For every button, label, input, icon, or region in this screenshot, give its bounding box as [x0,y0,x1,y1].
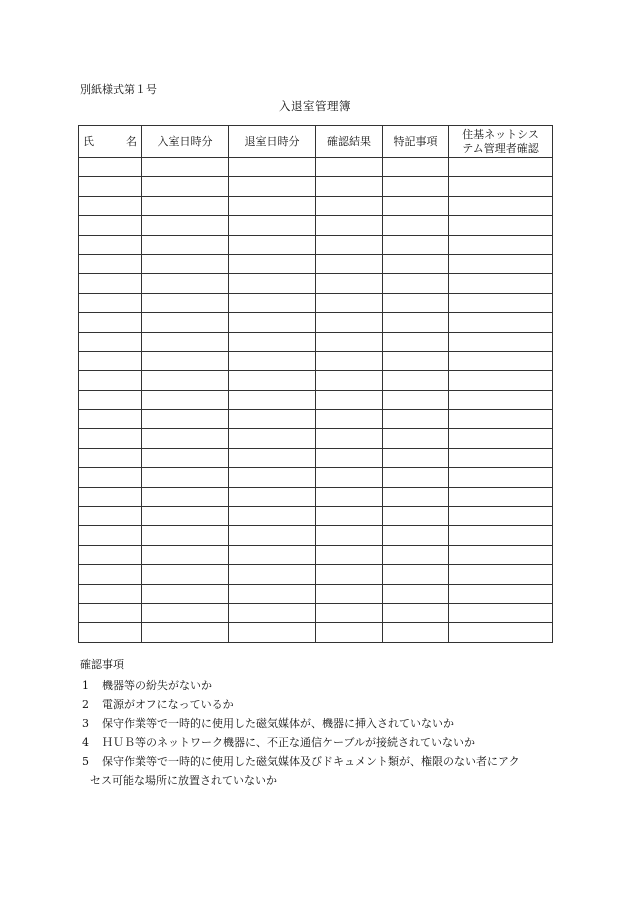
cell-remarks [383,177,449,196]
table-row [79,526,553,545]
list-item-text: ＨＵＢ等のネットワーク機器に、不正な通信ケーブルが接続されていないか [102,736,476,749]
cell-admin-confirm [449,507,553,526]
cell-entry-time [142,507,229,526]
cell-name [79,216,142,235]
cell-admin-confirm [449,487,553,506]
cell-exit-time [229,545,316,564]
cell-admin-confirm [449,526,553,545]
cell-remarks [383,274,449,293]
cell-entry-time [142,526,229,545]
table-row [79,429,553,448]
table-row [79,487,553,506]
cell-remarks [383,623,449,642]
table-row [79,293,553,312]
list-item-number: 4 [82,736,89,749]
cell-admin-confirm [449,351,553,370]
cell-check-result [316,623,383,642]
cell-name [79,313,142,332]
cell-admin-confirm [449,448,553,467]
cell-check-result [316,274,383,293]
cell-check-result [316,603,383,622]
cell-entry-time [142,371,229,390]
cell-entry-time [142,410,229,429]
column-header-name-part2: 名 [126,134,137,148]
cell-exit-time [229,235,316,254]
cell-check-result [316,390,383,409]
cell-name [79,487,142,506]
list-item-text: 電源がオフになっているか [102,698,234,711]
cell-check-result [316,429,383,448]
cell-exit-time [229,526,316,545]
cell-exit-time [229,603,316,622]
cell-name [79,468,142,487]
table-row [79,603,553,622]
cell-remarks [383,487,449,506]
cell-name [79,351,142,370]
table-body [79,158,553,643]
table-row [79,216,553,235]
cell-exit-time [229,371,316,390]
cell-entry-time [142,565,229,584]
cell-remarks [383,351,449,370]
cell-remarks [383,390,449,409]
cell-name [79,584,142,603]
list-item-text-continued: セス可能な場所に放置されていないか [90,774,277,787]
cell-check-result [316,468,383,487]
list-item [80,695,560,714]
cell-admin-confirm [449,235,553,254]
cell-exit-time [229,410,316,429]
form-number: 別紙様式第１号 [80,83,157,96]
cell-check-result [316,254,383,273]
cell-remarks [383,448,449,467]
list-item-number: 5 [82,755,89,768]
column-header-remarks: 特記事項 [383,126,449,158]
cell-entry-time [142,177,229,196]
cell-exit-time [229,623,316,642]
table-row [79,410,553,429]
table-row [79,158,553,177]
table-row [79,235,553,254]
cell-exit-time [229,390,316,409]
cell-check-result [316,526,383,545]
cell-name [79,158,142,177]
list-item [80,752,560,790]
list-item-text: 保守作業等で一時的に使用した磁気媒体が、機器に挿入されていないか [102,717,454,730]
cell-exit-time [229,351,316,370]
cell-name [79,332,142,351]
cell-name [79,448,142,467]
column-header-name [79,126,142,158]
cell-exit-time [229,274,316,293]
cell-entry-time [142,545,229,564]
table-row [79,351,553,370]
cell-admin-confirm [449,584,553,603]
cell-check-result [316,313,383,332]
cell-admin-confirm [449,603,553,622]
cell-exit-time [229,584,316,603]
cell-admin-confirm [449,177,553,196]
cell-check-result [316,565,383,584]
column-header-entry-time: 入室日時分 [142,126,229,158]
page-title: 入退室管理簿 [279,99,351,113]
cell-admin-confirm [449,158,553,177]
column-header-admin-confirm-line2: テム管理者確認 [462,141,539,155]
cell-name [79,196,142,215]
cell-admin-confirm [449,254,553,273]
list-item-number: 1 [82,679,89,692]
cell-exit-time [229,254,316,273]
cell-exit-time [229,429,316,448]
table-row [79,196,553,215]
cell-remarks [383,410,449,429]
cell-check-result [316,545,383,564]
cell-remarks [383,216,449,235]
cell-admin-confirm [449,410,553,429]
cell-remarks [383,332,449,351]
cell-name [79,274,142,293]
cell-exit-time [229,293,316,312]
cell-check-result [316,487,383,506]
cell-remarks [383,293,449,312]
cell-name [79,545,142,564]
cell-entry-time [142,313,229,332]
cell-remarks [383,584,449,603]
cell-name [79,410,142,429]
cell-exit-time [229,313,316,332]
cell-admin-confirm [449,468,553,487]
cell-entry-time [142,351,229,370]
column-header-check-result: 確認結果 [316,126,383,158]
cell-remarks [383,235,449,254]
cell-admin-confirm [449,293,553,312]
table-row [79,584,553,603]
cell-remarks [383,545,449,564]
cell-admin-confirm [449,565,553,584]
cell-exit-time [229,507,316,526]
table-row [79,448,553,467]
table-row [79,507,553,526]
cell-exit-time [229,468,316,487]
table-row [79,623,553,642]
cell-remarks [383,468,449,487]
cell-check-result [316,177,383,196]
table-row [79,332,553,351]
column-header-name-part1: 氏 [83,134,94,148]
cell-remarks [383,429,449,448]
cell-name [79,565,142,584]
cell-remarks [383,254,449,273]
cell-exit-time [229,332,316,351]
cell-exit-time [229,158,316,177]
cell-check-result [316,584,383,603]
cell-remarks [383,196,449,215]
table-row [79,390,553,409]
cell-entry-time [142,274,229,293]
cell-check-result [316,332,383,351]
cell-admin-confirm [449,332,553,351]
cell-exit-time [229,565,316,584]
notes-list [80,676,560,790]
list-item [80,733,560,752]
cell-exit-time [229,177,316,196]
cell-check-result [316,448,383,467]
cell-admin-confirm [449,313,553,332]
cell-entry-time [142,390,229,409]
table-header-row [79,126,553,158]
cell-remarks [383,371,449,390]
cell-entry-time [142,623,229,642]
cell-name [79,429,142,448]
cell-check-result [316,216,383,235]
cell-check-result [316,351,383,370]
list-item [80,676,560,695]
list-item [80,714,560,733]
cell-exit-time [229,487,316,506]
cell-entry-time [142,584,229,603]
table-row [79,371,553,390]
cell-admin-confirm [449,274,553,293]
cell-entry-time [142,216,229,235]
cell-exit-time [229,196,316,215]
cell-exit-time [229,216,316,235]
cell-check-result [316,293,383,312]
list-item-number: 2 [82,698,89,711]
cell-admin-confirm [449,196,553,215]
cell-entry-time [142,293,229,312]
cell-check-result [316,371,383,390]
cell-admin-confirm [449,216,553,235]
cell-remarks [383,313,449,332]
cell-admin-confirm [449,390,553,409]
list-item-number: 3 [82,717,89,730]
cell-admin-confirm [449,371,553,390]
cell-name [79,371,142,390]
cell-name [79,177,142,196]
cell-remarks [383,507,449,526]
cell-remarks [383,565,449,584]
cell-entry-time [142,158,229,177]
column-header-admin-confirm-line1: 住基ネットシス [462,127,539,141]
cell-remarks [383,526,449,545]
cell-entry-time [142,332,229,351]
cell-entry-time [142,254,229,273]
cell-entry-time [142,196,229,215]
table-row [79,274,553,293]
cell-entry-time [142,448,229,467]
cell-entry-time [142,429,229,448]
cell-entry-time [142,468,229,487]
cell-entry-time [142,603,229,622]
cell-name [79,526,142,545]
table-row [79,565,553,584]
cell-admin-confirm [449,429,553,448]
column-header-exit-time: 退室日時分 [229,126,316,158]
notes-title: 確認事項 [80,658,124,671]
cell-name [79,390,142,409]
cell-check-result [316,507,383,526]
cell-check-result [316,158,383,177]
list-item-text: 保守作業等で一時的に使用した磁気媒体及びドキュメント類が、権限のない者にアク [102,755,520,768]
cell-name [79,623,142,642]
table-row [79,545,553,564]
table-row [79,177,553,196]
cell-name [79,254,142,273]
cell-remarks [383,158,449,177]
cell-exit-time [229,448,316,467]
cell-name [79,603,142,622]
list-item-text: 機器等の紛失がないか [102,679,212,692]
table-row [79,468,553,487]
cell-name [79,507,142,526]
cell-remarks [383,603,449,622]
entry-exit-log-table [78,125,553,643]
column-header-admin-confirm [449,126,553,158]
table-row [79,313,553,332]
cell-name [79,293,142,312]
cell-admin-confirm [449,623,553,642]
table-row [79,254,553,273]
cell-check-result [316,235,383,254]
cell-entry-time [142,235,229,254]
cell-entry-time [142,487,229,506]
cell-check-result [316,410,383,429]
cell-check-result [316,196,383,215]
cell-name [79,235,142,254]
cell-admin-confirm [449,545,553,564]
